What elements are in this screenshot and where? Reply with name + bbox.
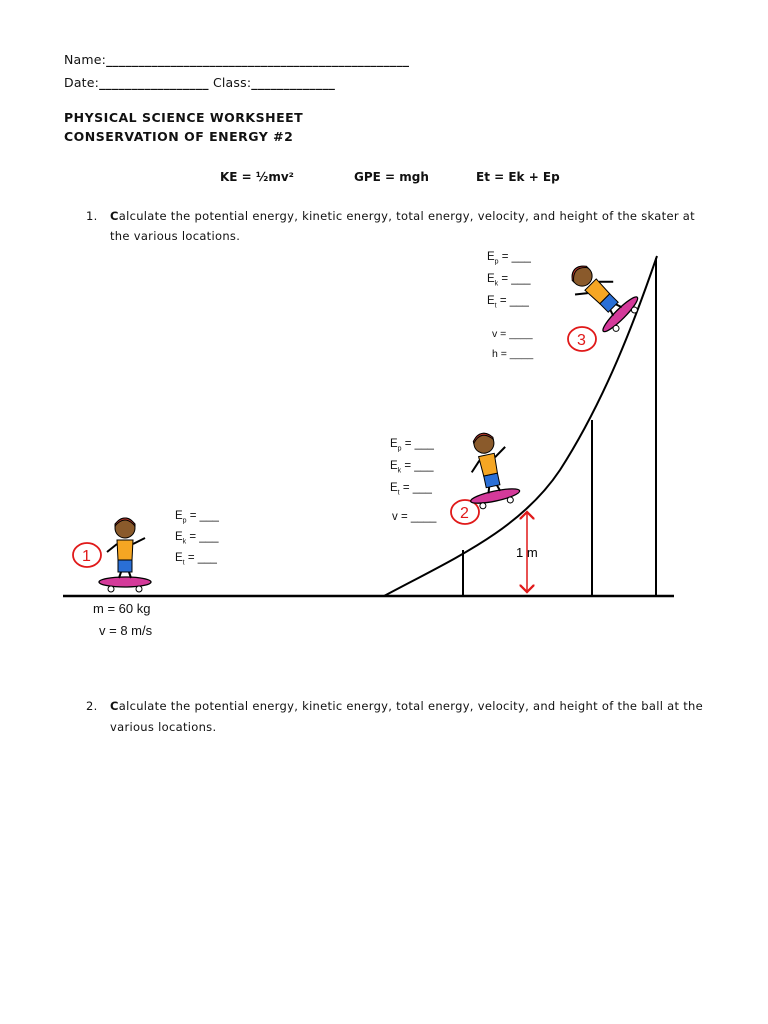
- svg-text:1: 1: [82, 548, 91, 565]
- skater-ramp-diagram: [0, 240, 768, 640]
- question-2-line2: various locations.: [110, 720, 217, 734]
- et-label-1: $E_t$ = ___: [175, 552, 217, 567]
- question-1-number: 1.: [86, 209, 98, 223]
- height-label-3: h = ____: [492, 348, 534, 360]
- worksheet-subtitle: CONSERVATION OF ENERGY #2: [64, 129, 294, 144]
- formula-et: Et = Ek + Ep: [476, 170, 560, 184]
- skater-illustration-2: [457, 428, 521, 511]
- skater-illustration-1: [99, 518, 151, 592]
- ek-label-3: $E_k$ = ___: [487, 273, 531, 288]
- ep-label-2: $E_p$ = ___: [390, 438, 434, 453]
- name-label: Name:: [64, 52, 107, 67]
- position-marker-3: [568, 327, 596, 351]
- velocity-given: v = 8 m/s: [99, 623, 153, 638]
- velocity-label-3: v = ____: [492, 328, 533, 340]
- class-blank[interactable]: _____________: [251, 75, 336, 90]
- name-field: [64, 52, 409, 67]
- name-blank[interactable]: _______________________________________________: [106, 52, 410, 67]
- ek-label-1: $E_k$ = ___: [175, 531, 219, 546]
- question-2-line1: Calculate the potential energy, kinetic energy, total energy, velocity, and height of the ball at the: [110, 699, 704, 713]
- date-label: Date:: [64, 75, 100, 90]
- ek-label-2: $E_k$ = ___: [390, 460, 434, 475]
- question-1-line1: Calculate the potential energy, kinetic energy, total energy, velocity, and height of the skater at: [110, 209, 695, 223]
- svg-text:2: 2: [460, 505, 469, 522]
- question-1-line2: the various locations.: [110, 229, 241, 243]
- worksheet-title: PHYSICAL SCIENCE WORKSHEET: [64, 110, 304, 125]
- question-2-number: 2.: [86, 699, 98, 713]
- svg-text:3: 3: [577, 332, 586, 349]
- mass-given: m = 60 kg: [93, 601, 151, 616]
- ep-label-1: $E_p$ = ___: [175, 510, 219, 525]
- velocity-label-2: v = ____: [392, 511, 437, 523]
- position-marker-1: [73, 543, 101, 567]
- formula-gpe: GPE = mgh: [354, 170, 429, 184]
- et-label-2: $E_t$ = ___: [390, 482, 432, 497]
- class-label: Class:: [212, 75, 252, 90]
- height-label: 1 m: [516, 545, 538, 560]
- date-class-field: [64, 75, 335, 90]
- formula-ke: KE = ½mv²: [220, 170, 294, 184]
- et-label-3: $E_t$ = ___: [487, 295, 529, 310]
- date-blank[interactable]: _________________: [99, 75, 209, 90]
- ep-label-3: $E_p$ = ___: [487, 251, 531, 266]
